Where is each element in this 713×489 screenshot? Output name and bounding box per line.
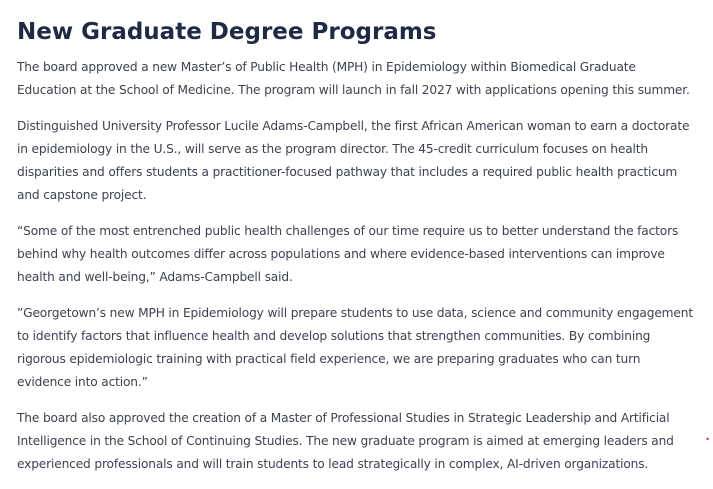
paragraph-quote-health-challenges: “Some of the most entrenched public health challenges of our time require us to better understand the factors behind why health outcomes differ across populations and where evidence-based interventions can improve health and well-being,” Adams-Campbell said. xyxy=(17,224,679,284)
paragraph-quote-georgetown-mph: ”Georgetown’s new MPH in Epidemiology will prepare students to use data, science and community engagement to identify factors that influence health and develop solutions that strengthen communities. By combining rigorous epidemiologic training with practical field experience, we are preparing graduates who can turn evidence into action.” xyxy=(17,306,693,389)
article xyxy=(17,18,693,489)
paragraph-mph-announcement: The board approved a new Master’s of Public Health (MPH) in Epidemiology within Biomedical Graduate Education at the School of Medicine. The program will launch in fall 2027 with applications opening this summer. xyxy=(17,60,690,97)
paragraph-program-director: Distinguished University Professor Lucile Adams-Campbell, the first African American woman to earn a doctorate in epidemiology in the U.S., will serve as the program director. The 45-credit curriculum focuses on health disparities and offers students a practitioner-focused pathway that includes a required public health practicum and capstone project. xyxy=(17,119,690,202)
article-title: New Graduate Degree Programs xyxy=(17,19,437,45)
corner-mark-icon: • xyxy=(705,435,710,444)
paragraph-strategic-leadership-ai: The board also approved the creation of a Master of Professional Studies in Strategic Leadership and Artificial Intelligence in the School of Continuing Studies. The new graduate program is aimed at emerging leaders and experienced professionals and will train students to lead strategically in complex, AI-driven organizations. xyxy=(17,411,674,471)
